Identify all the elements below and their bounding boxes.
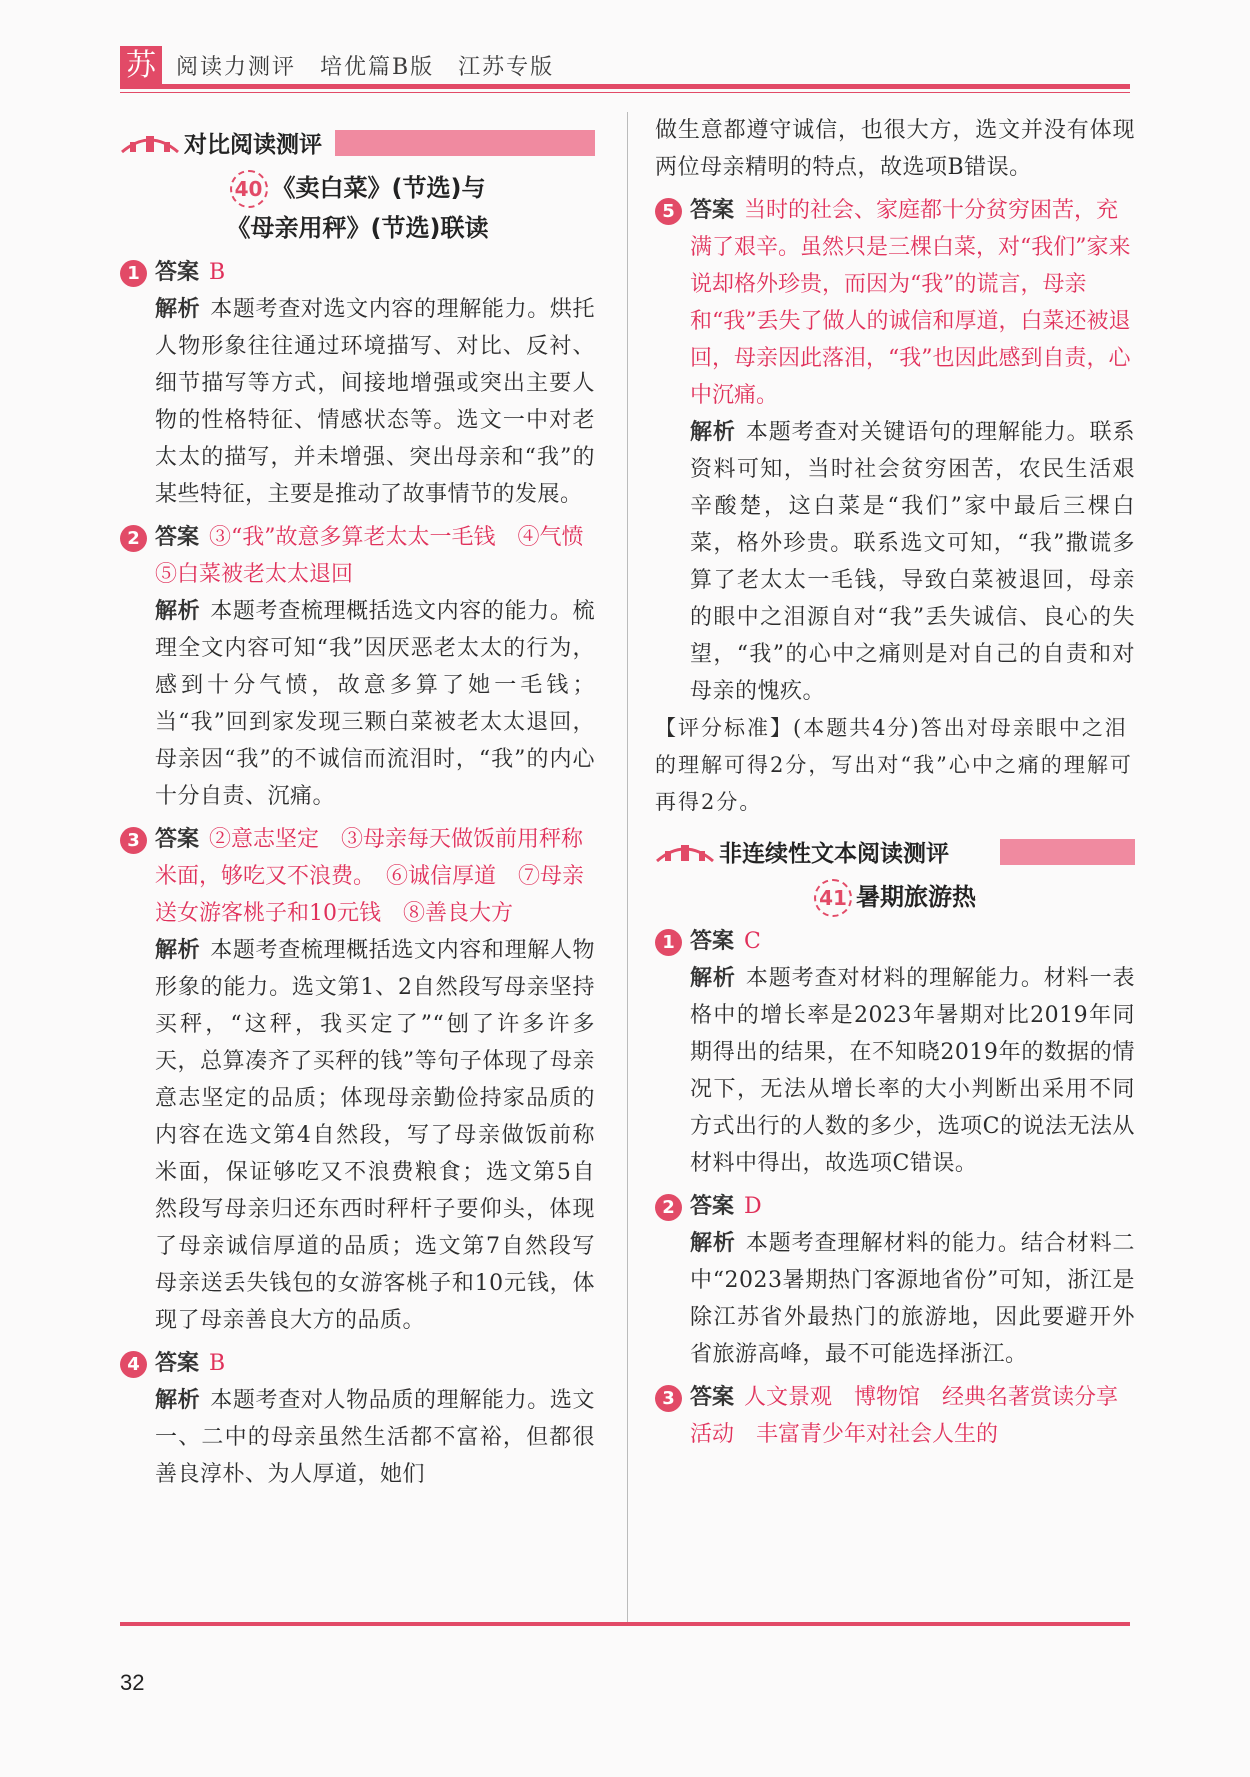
analysis-label: 解析 [155,1388,201,1413]
question-2 [655,1188,1135,1373]
analysis-text: 本题考查梳理概括选文内容和理解人物形象的能力。选文第1、2自然段写母亲坚持买秤，“这秤，我买定了”“刨了许多许多天，总算凑齐了买秤的钱”等句子体现了母亲意志坚定的品质；体现母亲勤俭持家品质的内容在选文第4自然段，写了母亲做饭前称米面，保证够吃又不浪费粮食；选文第5自然段写母亲归还东西时秤杆子要仰头，体现了母亲诚信厚道的品质；选文第7自然段写母亲送丢失钱包的女游客桃子和10元钱，体现了母亲善良大方的品质。 [155,938,595,1333]
answer-label: 答案 [690,198,735,223]
analysis-text: 本题考查对材料的理解能力。材料一表格中的增长率是2023年暑期对比2019年同期得出的结果，在不知晓2019年的数据的情况下，无法从增长率的大小判断出采用不同方式出行的人数的多少，选项C的说法无法从材料中得出，故选项C错误。 [690,966,1135,1176]
analysis-text: 本题考查对人物品质的理解能力。选文一、二中的母亲虽然生活都不富裕，但都很善良淳朴、为人厚道，她们 [155,1388,595,1487]
answer-label: 答案 [690,1194,735,1219]
question-1 [120,254,595,513]
header-rule-thin [120,92,1130,93]
page-header [120,46,1130,88]
section-header [655,831,1135,871]
question-4 [120,1345,595,1493]
article-title [120,168,595,248]
analysis-label: 解析 [155,938,201,963]
analysis-label: 解析 [690,966,736,991]
question-number: 3 [655,1385,682,1412]
analysis-label: 解析 [690,1231,736,1256]
question-number: 3 [120,827,147,854]
answer-label: 答案 [155,827,200,852]
footer-rule [120,1622,1130,1626]
bridge-icon [120,132,180,154]
page-number: 32 [120,1670,145,1695]
left-column [120,112,606,1493]
answer-label: 答案 [155,1351,200,1376]
analysis-label: 解析 [155,297,201,322]
answer-text: B [209,1351,226,1376]
article-title-text: 暑期旅游热 [856,883,976,911]
answer-label: 答案 [155,525,200,550]
section-title: 对比阅读测评 [184,126,330,159]
question-number: 2 [655,1194,682,1221]
question-number: 2 [120,525,147,552]
continued-text: 做生意都遵守诚信，也很大方，选文并没有体现两位母亲精明的特点，故选项B错误。 [655,118,1135,180]
answer-text: 人文景观 博物馆 经典名著赏读分享活动 丰富青少年对社会人生的 [690,1385,1119,1447]
analysis-label: 解析 [155,599,201,624]
section-header [120,122,595,162]
analysis-text: 本题考查梳理概括选文内容的能力。梳理全文内容可知“我”因厌恶老太太的行为，感到十分气愤，故意多算了她一毛钱；当“我”回到家发现三颗白菜被老太太退回，母亲因“我”的不诚信而流泪时，“我”的内心十分自责、沉痛。 [155,599,595,809]
question-number: 1 [120,260,147,287]
section-bar [1000,839,1135,865]
header-rule [120,84,1130,89]
analysis-text: 本题考查对选文内容的理解能力。烘托人物形象往往通过环境描写、对比、反衬、细节描写等方式，间接地增强或突出主要人物的性格特征、情感状态等。选文一中对老太太的描写，并未增强、突出母亲和“我”的某些特征，主要是推动了故事情节的发展。 [155,297,595,507]
article-title-line1: 《卖白菜》(节选)与 [271,174,486,202]
column-divider [627,112,628,1622]
answer-text: 当时的社会、家庭都十分贫穷困苦，充满了艰辛。虽然只是三棵白菜，对“我们”家来说却格外珍贵，而因为“我”的谎言，母亲和“我”丢失了做人的诚信和厚道，白菜还被退回，母亲因此落泪，“我”也因此感到自责，心中沉痛。 [690,198,1131,408]
analysis-label: 解析 [690,420,736,445]
question-5 [655,192,1135,821]
province-logo: 苏 [120,46,162,86]
book-title: 阅读力测评 培优篇B版 江苏专版 [176,55,555,80]
question-number: 1 [655,929,682,956]
article-title-line2: 《母亲用秤》(节选)联读 [226,214,489,242]
answer-text: ②意志坚定 ③母亲每天做饭前用秤称米面，够吃又不浪费。 ⑥诚信厚道 ⑦母亲送女游客桃子和10元钱 ⑧善良大方 [155,827,585,926]
section-bar [335,130,595,156]
answer-text: D [744,1194,762,1219]
answer-text: ③“我”故意多算老太太一毛钱 ④气愤 ⑤白菜被老太太退回 [155,525,606,587]
question-number: 4 [120,1351,147,1378]
analysis-text: 本题考查对关键语句的理解能力。联系资料可知，当时社会贫穷困苦，农民生活艰辛酸楚，这白菜是“我们”家中最后三棵白菜，格外珍贵。联系选文可知，“我”撒谎多算了老太太一毛钱，导致白菜被退回，母亲的眼中之泪源自对“我”丢失诚信、良心的失望，“我”的心中之痛则是对自己的自责和对母亲的愧疚。 [690,420,1135,704]
answer-text: B [209,260,226,285]
article-number: 41 [814,879,852,917]
answer-text: C [744,929,761,954]
section-title: 非连续性文本阅读测评 [719,835,957,868]
question-number: 5 [655,198,682,225]
answer-label: 答案 [690,1385,735,1410]
question-1 [655,923,1135,1182]
question-2 [120,519,606,815]
answer-label: 答案 [155,260,200,285]
question-3 [655,1379,1135,1453]
article-number: 40 [230,170,268,208]
article-title [655,877,1135,917]
right-column [655,112,1135,1453]
analysis-text: 本题考查理解材料的能力。结合材料二中“2023暑期热门客源地省份”可知，浙江是除江苏省外最热门的旅游地，因此要避开外省旅游高峰，最不可能选择浙江。 [690,1231,1135,1367]
scoring-criteria: 【评分标准】(本题共4分)答出对母亲眼中之泪的理解可得2分，写出对“我”心中之痛的理解可再得2分。 [655,716,1133,814]
question-3 [120,821,595,1339]
bridge-icon [655,841,715,863]
answer-label: 答案 [690,929,735,954]
